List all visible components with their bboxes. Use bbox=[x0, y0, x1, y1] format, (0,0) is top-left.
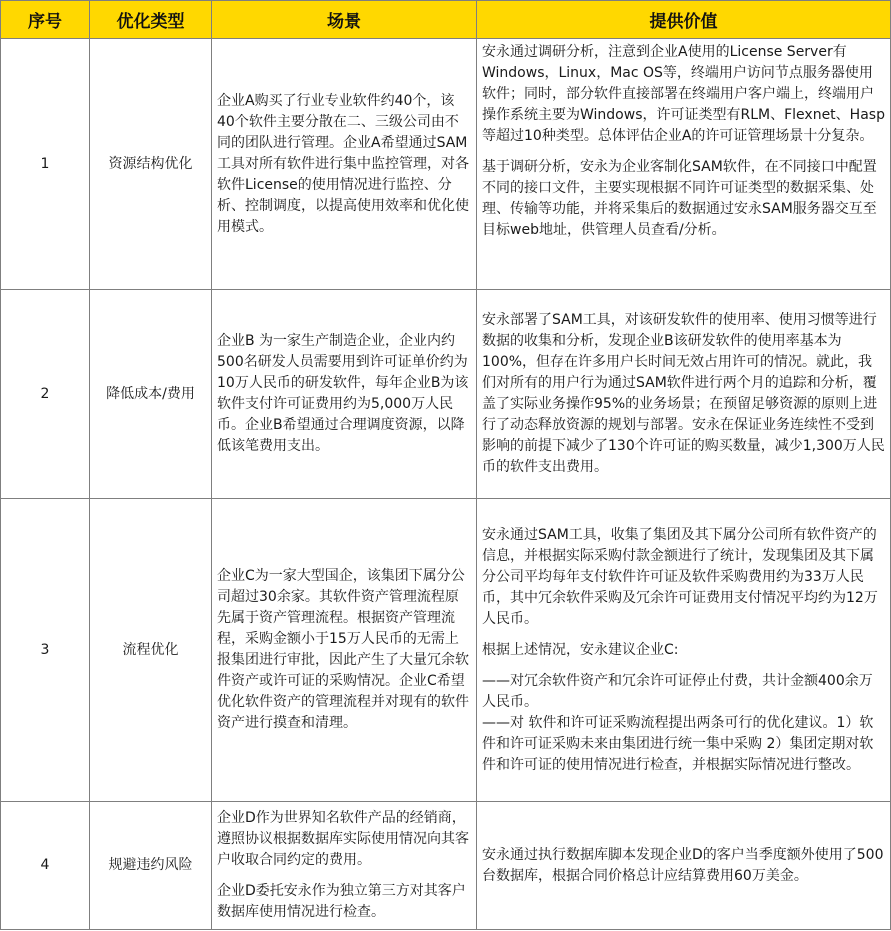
header-no: 序号 bbox=[1, 1, 90, 39]
row-value bbox=[477, 499, 891, 802]
scene-paragraph: 企业C为一家大型国企，该集团下属分公司超过30余家。其软件资产管理流程原先属于资产管理流程。根据资产管理流程，采购金额小于15万人民币的无需上报集团进行审批，因此产生了大量冗余软件资产或许可证的采购情况。企业C希望优化软件资产的管理流程并对现有的软件资产进行摸查和清理。 bbox=[217, 568, 469, 731]
row-type: 规避违约风险 bbox=[90, 802, 212, 930]
row-scene bbox=[212, 290, 477, 499]
row-value bbox=[477, 290, 891, 499]
row-type: 降低成本/费用 bbox=[90, 290, 212, 499]
row-no: 4 bbox=[1, 802, 90, 930]
row-no: 2 bbox=[1, 290, 90, 499]
scene-paragraph: 企业A购买了行业专业软件约40个，该40个软件主要分散在二、三级公司由不同的团队进行管理。企业A希望通过SAM工具对所有软件进行集中监控管理，对各软件License的使用情况进行监控、分析、控制调度，以提高使用效率和优化使用模式。 bbox=[217, 92, 469, 235]
header-scene: 场景 bbox=[212, 1, 477, 39]
value-paragraph: 安永通过SAM工具，收集了集团及其下属分公司所有软件资产的信息，并根据实际采购付款金额进行了统计，发现集团及其下属分公司平均每年支付软件许可证及软件采购费用约为33万人民币，其中冗余软件采购及冗余许可证费用支付情况平均约为12万人民币。 bbox=[482, 526, 878, 627]
table-row bbox=[1, 802, 891, 930]
scene-paragraph: 企业B 为一家生产制造企业，企业内约500名研发人员需要用到许可证单价约为10万人民币的研发软件，每年企业B为该软件支付许可证费用约为5,000万人民币。企业B希望通过合理调度资源，以降低该笔费用支出。 bbox=[217, 333, 469, 454]
row-type: 流程优化 bbox=[90, 499, 212, 802]
header-type: 优化类型 bbox=[90, 1, 212, 39]
value-paragraph: ——对冗余软件资产和冗余许可证停止付费，共计金额400余万人民币。 bbox=[482, 672, 873, 710]
row-scene bbox=[212, 39, 477, 290]
row-scene bbox=[212, 499, 477, 802]
value-paragraph: 安永通过执行数据库脚本发现企业D的客户当季度额外使用了500台数据库，根据合同价格总计应结算费用60万美金。 bbox=[482, 846, 884, 884]
value-paragraph: 根据上述情况，安永建议企业C: bbox=[482, 641, 679, 658]
value-paragraph: ——对 软件和许可证采购流程提出两条可行的优化建议。1）软件和许可证采购未来由集团进行统一集中采购 2）集团定期对软件和许可证的使用情况进行检查，并根据实际情况进行整改。 bbox=[482, 714, 874, 773]
scene-paragraph: 企业D作为世界知名软件产品的经销商，遵照协议根据数据库实际使用情况向其客户收取合同约定的费用。 bbox=[217, 810, 469, 868]
header-value: 提供价值 bbox=[477, 1, 891, 39]
table-row bbox=[1, 290, 891, 499]
value-paragraph: 基于调研分析，安永为企业客制化SAM软件，在不同接口中配置不同的接口文件，主要实现根据不同许可证类型的数据采集、处理、传输等功能，并将采集后的数据通过安永SAM服务器交互至目标web地址，供管理人员查看/分析。 bbox=[482, 159, 877, 238]
header-row bbox=[1, 1, 891, 39]
row-value bbox=[477, 802, 891, 930]
table-row bbox=[1, 39, 891, 290]
row-type: 资源结构优化 bbox=[90, 39, 212, 290]
scene-paragraph: 企业D委托安永作为独立第三方对其客户数据库使用情况进行检查。 bbox=[217, 883, 466, 920]
table-row bbox=[1, 499, 891, 802]
row-no: 3 bbox=[1, 499, 90, 802]
value-paragraph: 安永通过调研分析，注意到企业A使用的License Server有Windows，Linux，Mac OS等，终端用户访问节点服务器使用软件；同时，部分软件直接部署在终端用户客户端上，终端用户操作系统主要为Windows，许可证类型有RLM、Flexnet、Hasp等超过10种类型。总体评估企业A的许可证管理场景十分复杂。 bbox=[482, 44, 885, 144]
value-paragraph: 安永部署了SAM工具，对该研发软件的使用率、使用习惯等进行数据的收集和分析，发现企业B该研发软件的使用率基本为100%，但存在许多用户长时间无效占用许可的情况。就此，我们对所有的用户行为通过SAM软件进行两个月的追踪和分析，覆盖了实际业务操作95%的业务场景；在预留足够资源的原则上进行了动态释放资源的规划与部署。安永在保证业务连续性不受到影响的前提下减少了130个许可证的购买数量，减少1,300万人民币的软件支出费用。 bbox=[482, 312, 885, 475]
row-no: 1 bbox=[1, 39, 90, 290]
row-scene bbox=[212, 802, 477, 930]
row-value bbox=[477, 39, 891, 290]
